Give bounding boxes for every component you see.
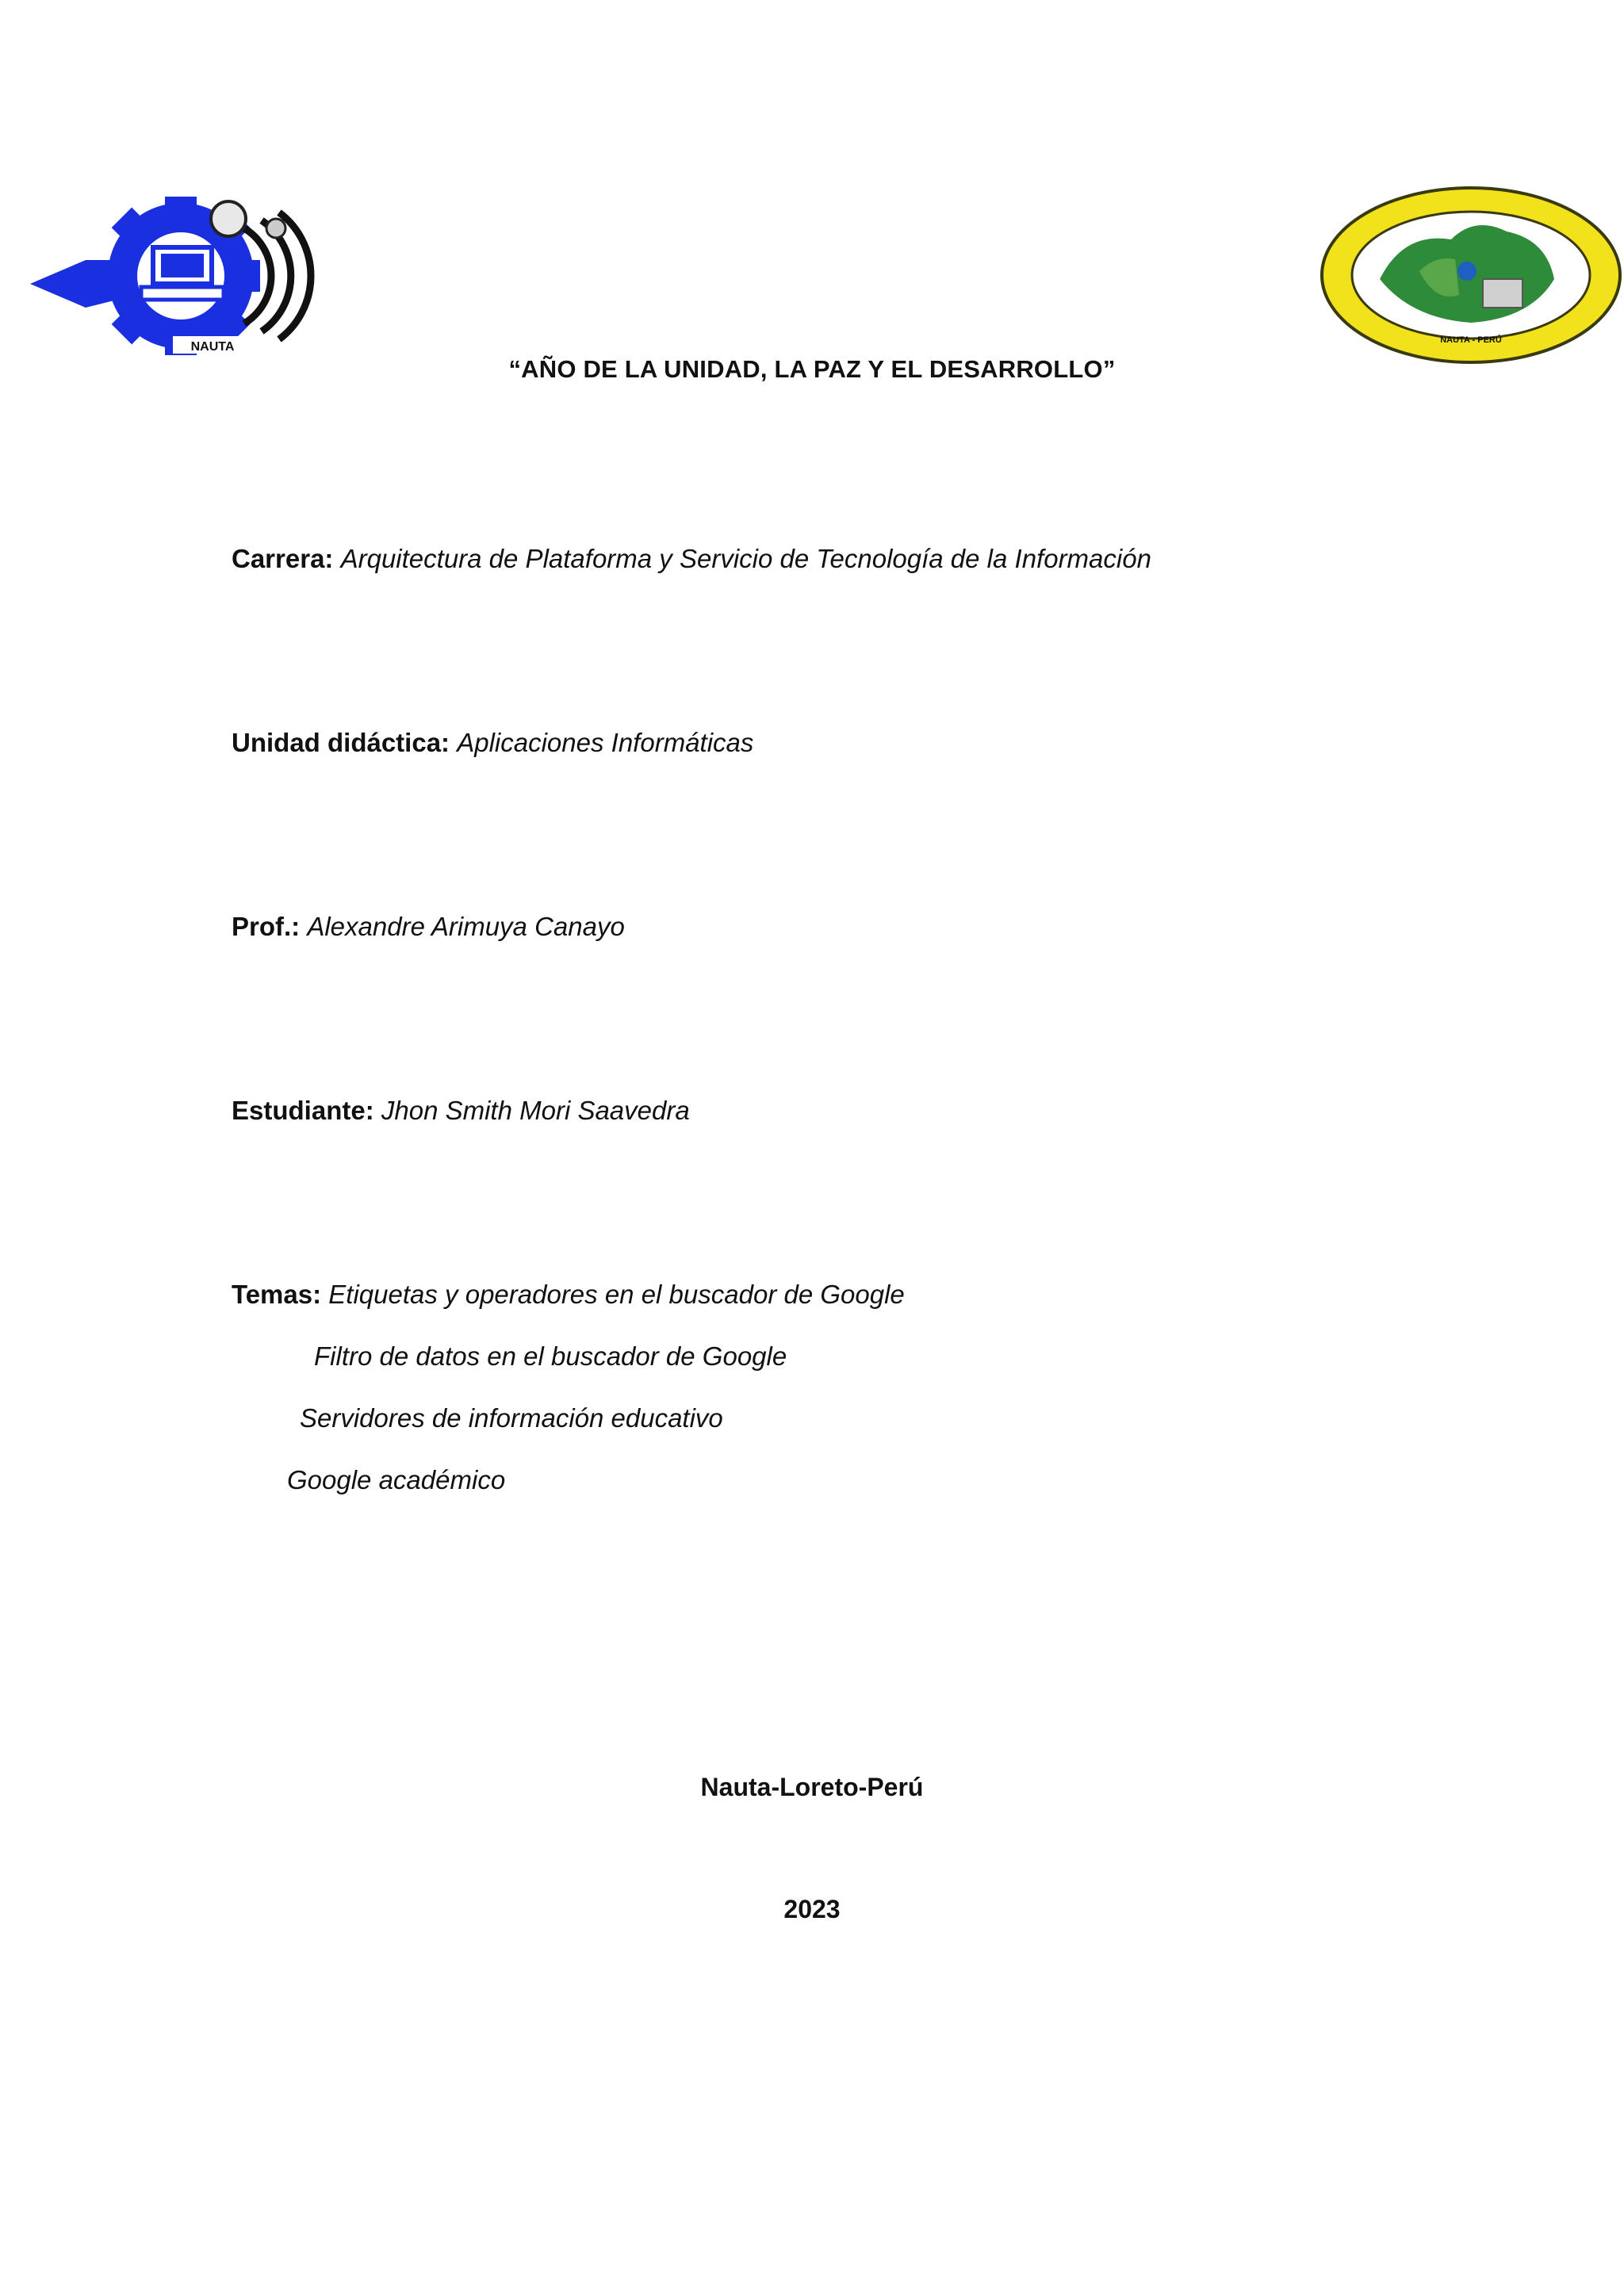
topics-value: Etiquetas y operadores en el buscador de Google xyxy=(328,1280,905,1309)
professor-label: Prof.: xyxy=(232,912,301,941)
year-text: 2023 xyxy=(783,1895,841,1923)
professor-line xyxy=(232,912,625,942)
student-value: Jhon Smith Mori Saavedra xyxy=(381,1096,690,1125)
logo-nauta-label: NAUTA xyxy=(190,340,235,354)
topics-line xyxy=(232,1280,905,1310)
student-line xyxy=(232,1096,690,1126)
student-label: Estudiante: xyxy=(232,1096,374,1125)
svg-text:NAUTA - PERÚ: NAUTA - PERÚ xyxy=(1440,335,1502,345)
topic-item: Servidores de información educativo xyxy=(300,1403,723,1433)
didactic-unit-line xyxy=(232,728,753,758)
gear-laptop-icon xyxy=(30,197,339,355)
professor-value: Alexandre Arimuya Canayo xyxy=(307,912,625,941)
topic-item: Filtro de datos en el buscador de Google xyxy=(314,1341,787,1371)
career-label: Carrera: xyxy=(232,544,334,573)
topics-label: Temas: xyxy=(232,1280,322,1309)
year-motto-heading: “AÑO DE LA UNIDAD, LA PAZ Y EL DESARROLLO” xyxy=(508,355,1116,383)
didactic-unit-value: Aplicaciones Informáticas xyxy=(457,728,754,757)
topic-item: Google académico xyxy=(287,1465,506,1494)
career-value: Arquitectura de Plataforma y Servicio de Tecnología de la Información xyxy=(340,544,1151,573)
institute-seal-icon xyxy=(1316,184,1624,366)
right-institute-seal xyxy=(1316,184,1624,366)
left-institute-logo xyxy=(30,197,339,355)
career-line xyxy=(232,544,1151,574)
didactic-unit-label: Unidad didáctica: xyxy=(232,728,450,757)
location-text: Nauta-Loreto-Perú xyxy=(700,1773,924,1801)
